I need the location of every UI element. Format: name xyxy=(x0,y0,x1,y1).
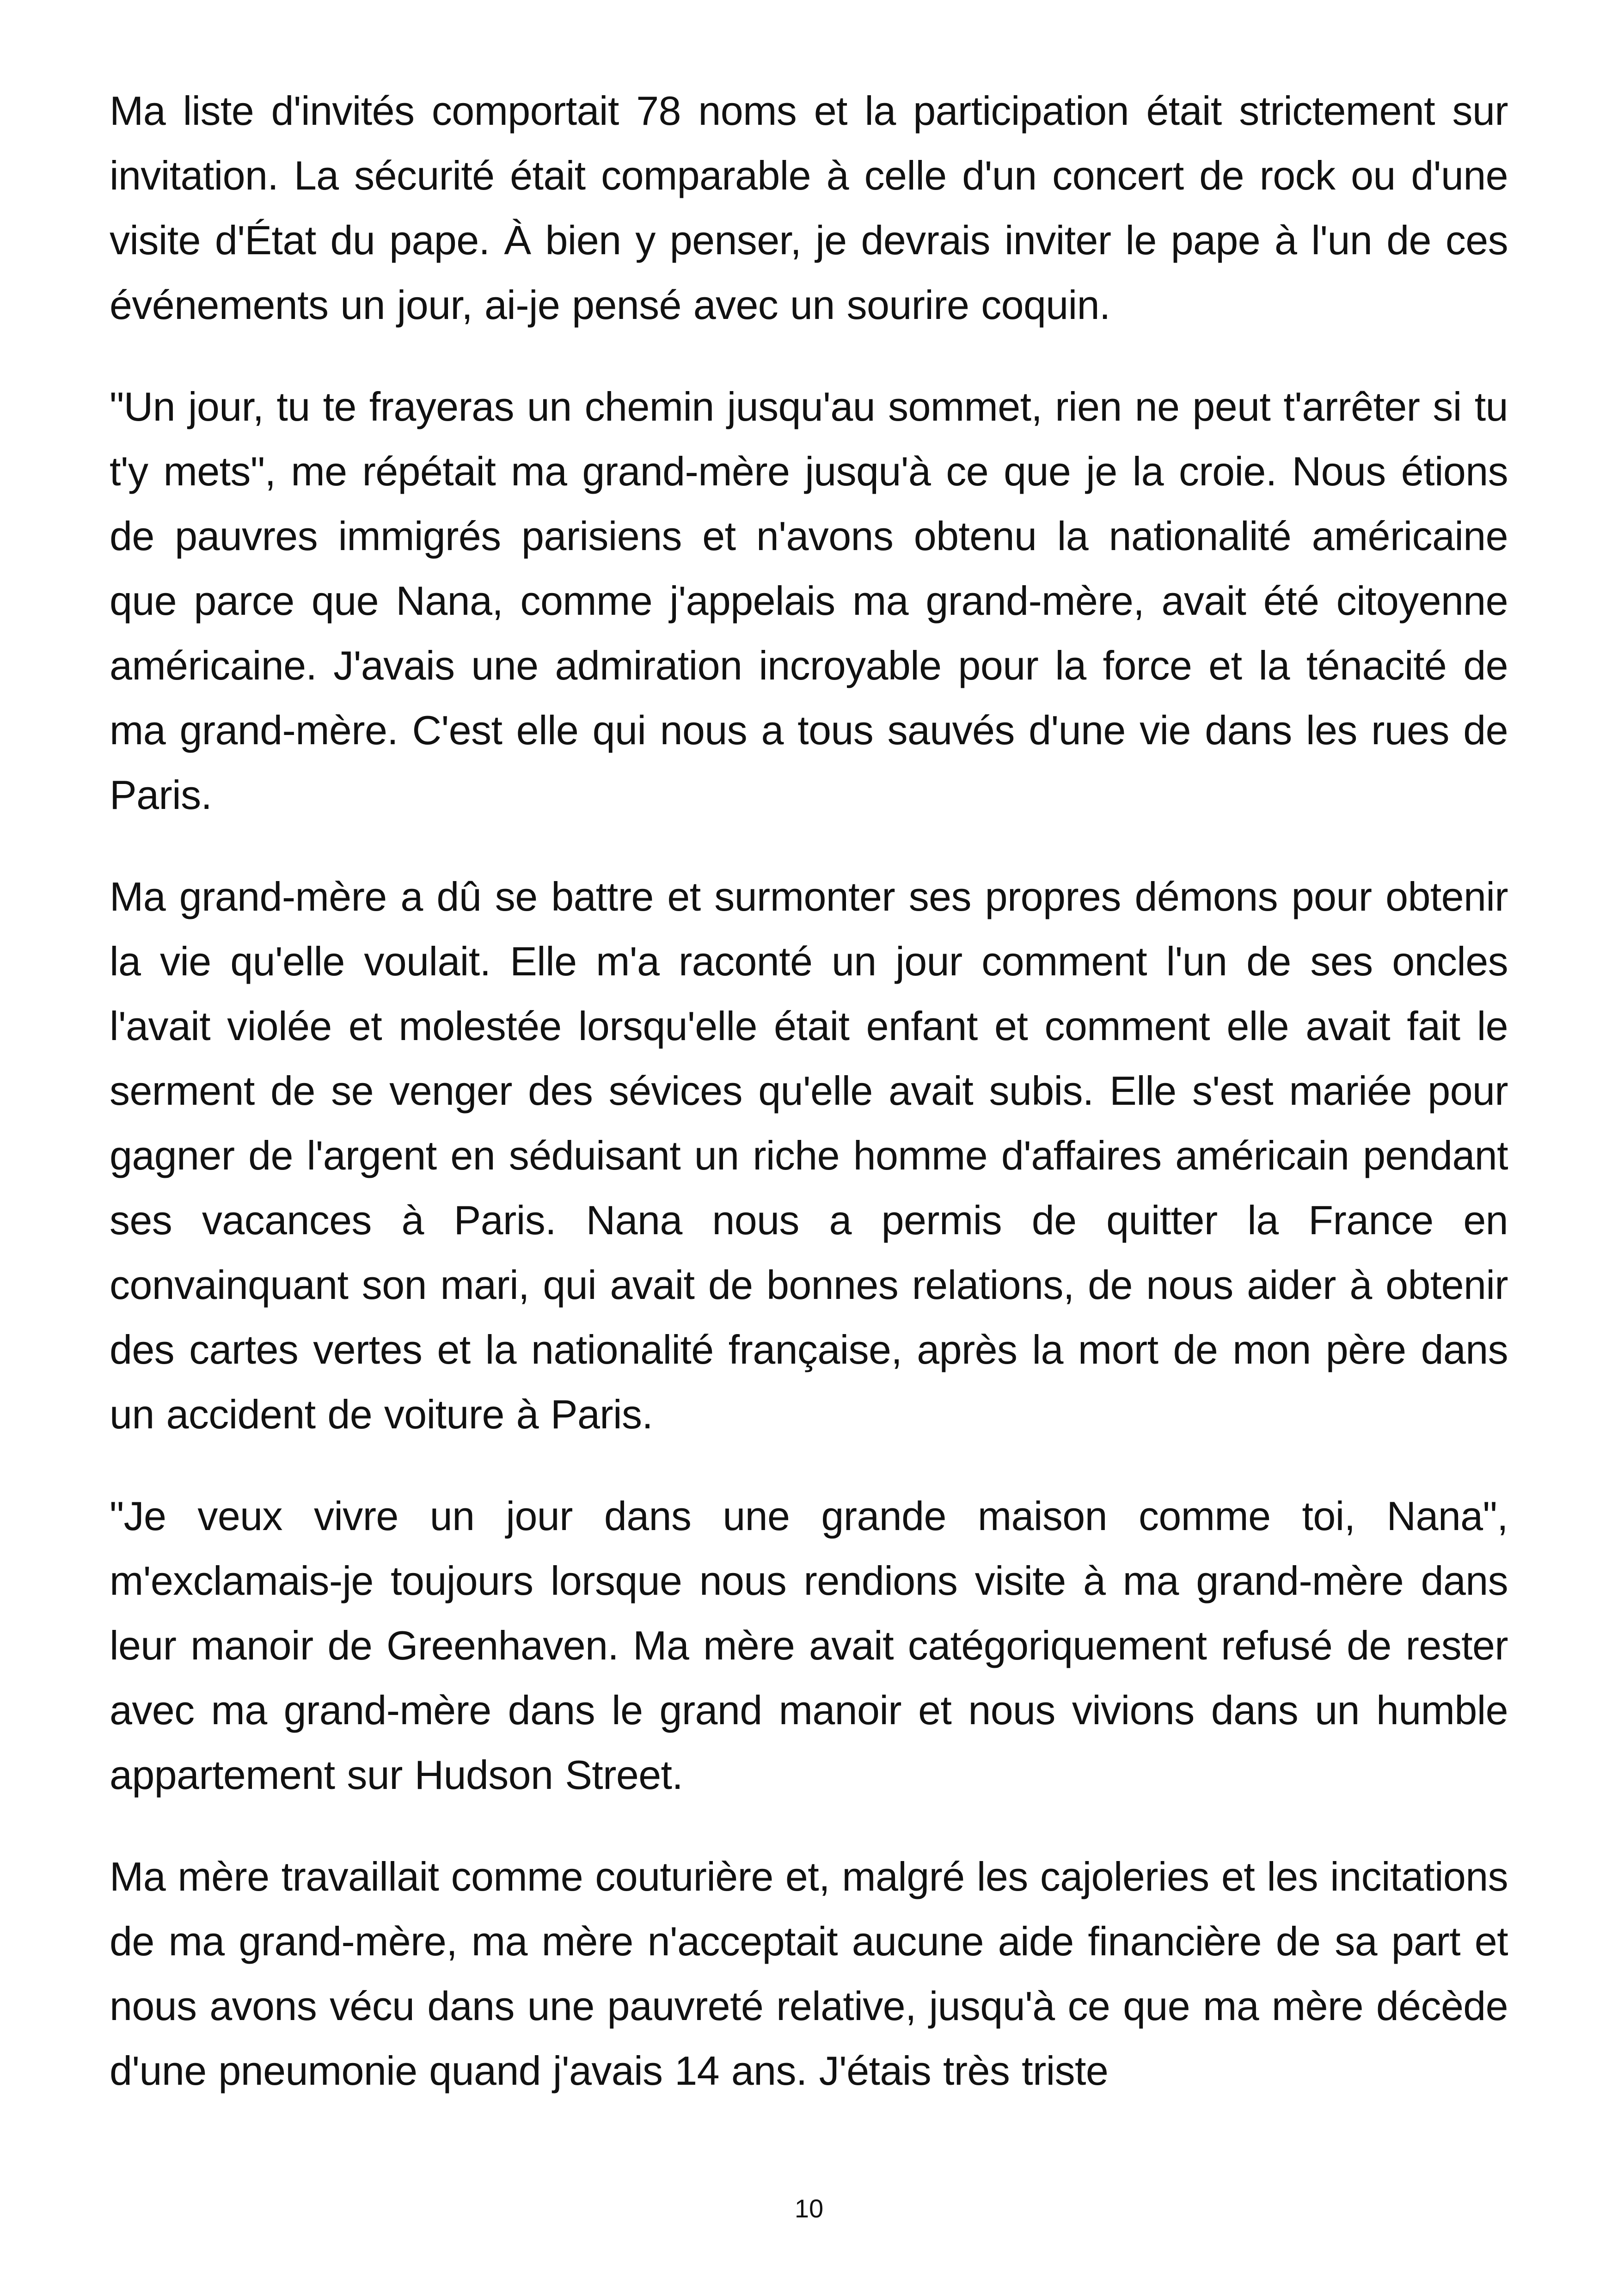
paragraph-greenhaven-manor: "Je veux vivre un jour dans une grande maison comme toi, Nana", m'exclamais-je toujours lorsque nous rendions visite à ma grand-mère dans leur manoir de Greenhaven. Ma mère avait catégoriquement refusé de rester avec ma grand-mère dans le grand manoir et nous vivions dans un humble appartement sur Hudson Street. xyxy=(110,1493,1508,1798)
paragraph-grandmother-history: Ma grand-mère a dû se battre et surmonter ses propres démons pour obtenir la vie qu'elle voulait. Elle m'a raconté un jour comment l'un de ses oncles l'avait violée et molestée lorsqu'elle était enfant et comment elle avait fait le serment de se venger des sévices qu'elle avait subis. Elle s'est mariée pour gagner de l'argent en séduisant un riche homme d'affaires américain pendant ses vacances à Paris. Nana nous a permis de quitter la France en convainquant son mari, qui avait de bonnes relations, de nous aider à obtenir des cartes vertes et la nationalité française, après la mort de mon père dans un accident de voiture à Paris. xyxy=(110,874,1508,1437)
paragraph-grandmother-quote: "Un jour, tu te frayeras un chemin jusqu'au sommet, rien ne peut t'arrêter si tu t'y mets", me répétait ma grand-mère jusqu'à ce que je la croie. Nous étions de pauvres immigrés parisiens et n'avons obtenu la nationalité américaine que parce que Nana, comme j'appelais ma grand-mère, avait été citoyenne américaine. J'avais une admiration incroyable pour la force et la ténacité de ma grand-mère. C'est elle qui nous a tous sauvés d'une vie dans les rues de Paris. xyxy=(110,384,1508,818)
paragraph-guest-list: Ma liste d'invités comportait 78 noms et la participation était strictement sur invitation. La sécurité était comparable à celle d'un concert de rock ou d'une visite d'État du pape. À bien y penser, je devrais inviter le pape à l'un de ces événements un jour, ai-je pensé avec un sourire coquin. xyxy=(110,88,1508,328)
page-number: 10 xyxy=(794,2194,824,2223)
paragraph-mother-seamstress: Ma mère travaillait comme couturière et, malgré les cajoleries et les incitations de ma grand-mère, ma mère n'acceptait aucune aide financière de sa part et nous avons vécu dans une pauvreté relative, jusqu'à ce que ma mère décède d'une pneumonie quand j'avais 14 ans. J'étais très triste xyxy=(110,1854,1508,2094)
body-text xyxy=(110,79,1508,2103)
